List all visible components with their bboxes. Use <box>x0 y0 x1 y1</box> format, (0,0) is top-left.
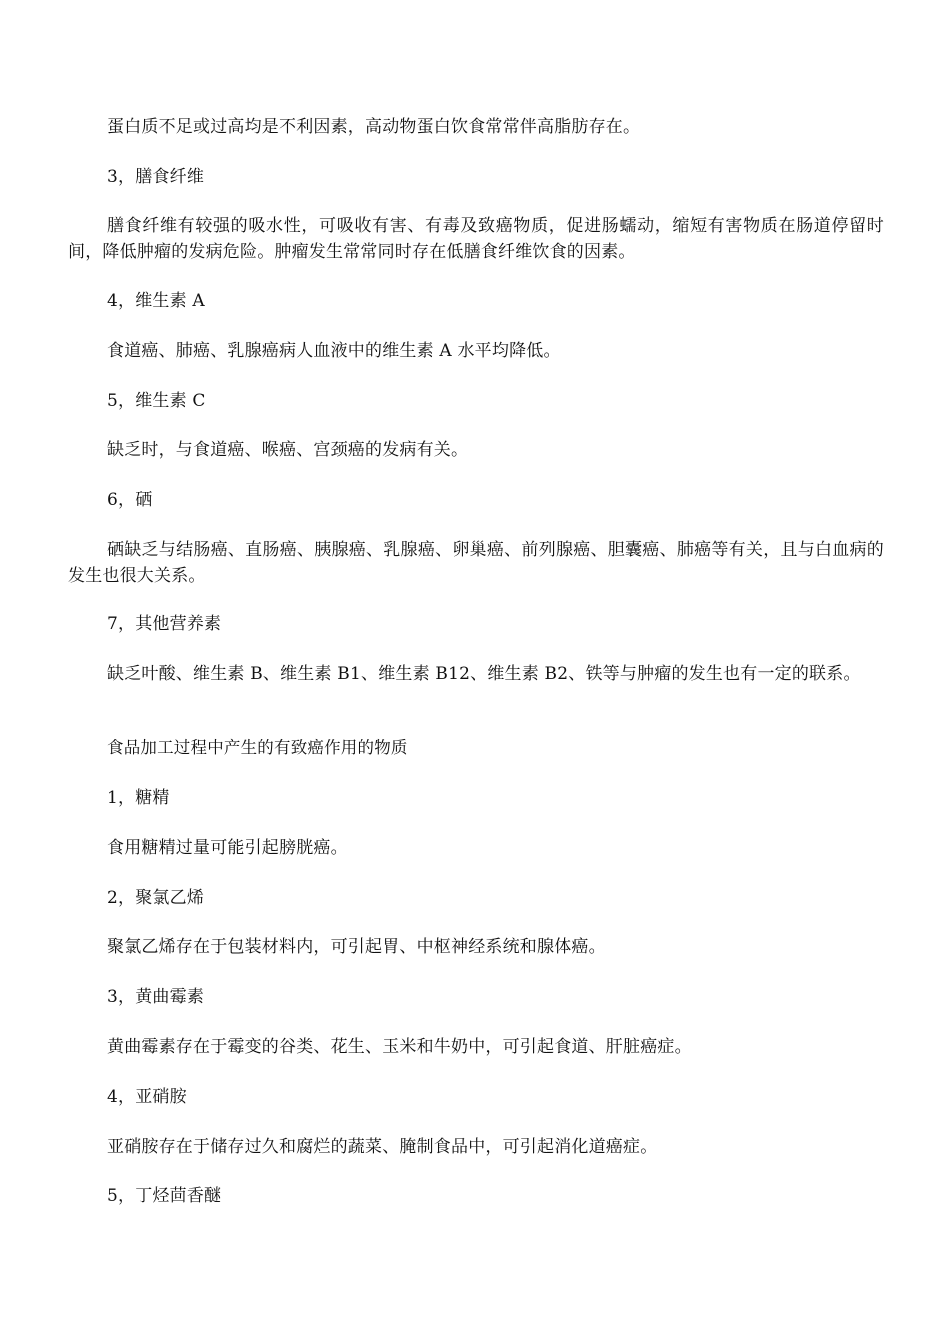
heading-pvc: 2，聚氯乙烯 <box>107 888 205 908</box>
heading-other-nutrients: 7，其他营养素 <box>107 614 222 634</box>
heading-nitrosamine: 4，亚硝胺 <box>107 1087 187 1107</box>
paragraph-saccharin: 食用糖精过量可能引起膀胱癌。 <box>107 838 348 858</box>
heading-dietary-fiber: 3，膳食纤维 <box>107 167 205 187</box>
paragraph-aflatoxin: 黄曲霉素存在于霉变的谷类、花生、玉米和牛奶中，可引起食道、肝脏癌症。 <box>107 1037 692 1057</box>
paragraph-selenium: 硒缺乏与结肠癌、直肠癌、胰腺癌、乳腺癌、卵巢癌、前列腺癌、胆囊癌、肺癌等有关，且与白血病的发生也很大关系。 <box>68 540 884 586</box>
paragraph-dietary-fiber: 膳食纤维有较强的吸水性，可吸收有害、有毒及致癌物质，促进肠蠕动，缩短有害物质在肠道停留时间，降低肿瘤的发病危险。肿瘤发生常常同时存在低膳食纤维饮食的因素。 <box>68 216 884 262</box>
heading-vitamin-c: 5，维生素 C <box>107 391 206 411</box>
section-heading-processing-carcinogens: 食品加工过程中产生的有致癌作用的物质 <box>107 738 408 757</box>
paragraph-nitrosamine: 亚硝胺存在于储存过久和腐烂的蔬菜、腌制食品中，可引起消化道癌症。 <box>107 1137 658 1157</box>
paragraph-other-nutrients: 缺乏叶酸、维生素 B、维生素 B1、维生素 B12、维生素 B2、铁等与肿瘤的发生也有一定的联系。 <box>107 664 861 684</box>
paragraph-vitamin-a: 食道癌、肺癌、乳腺癌病人血液中的维生素 A 水平均降低。 <box>107 341 561 361</box>
heading-vitamin-a: 4，维生素 A <box>107 291 205 311</box>
paragraph-protein-note: 蛋白质不足或过高均是不利因素，高动物蛋白饮食常常伴高脂肪存在。 <box>107 117 641 137</box>
paragraph-vitamin-c: 缺乏时，与食道癌、喉癌、宫颈癌的发病有关。 <box>107 440 469 460</box>
heading-selenium: 6，硒 <box>107 490 153 510</box>
heading-aflatoxin: 3，黄曲霉素 <box>107 987 205 1007</box>
heading-bha: 5，丁烃茴香醚 <box>107 1186 222 1206</box>
paragraph-pvc: 聚氯乙烯存在于包装材料内，可引起胃、中枢神经系统和腺体癌。 <box>107 937 606 957</box>
heading-saccharin: 1，糖精 <box>107 788 170 808</box>
